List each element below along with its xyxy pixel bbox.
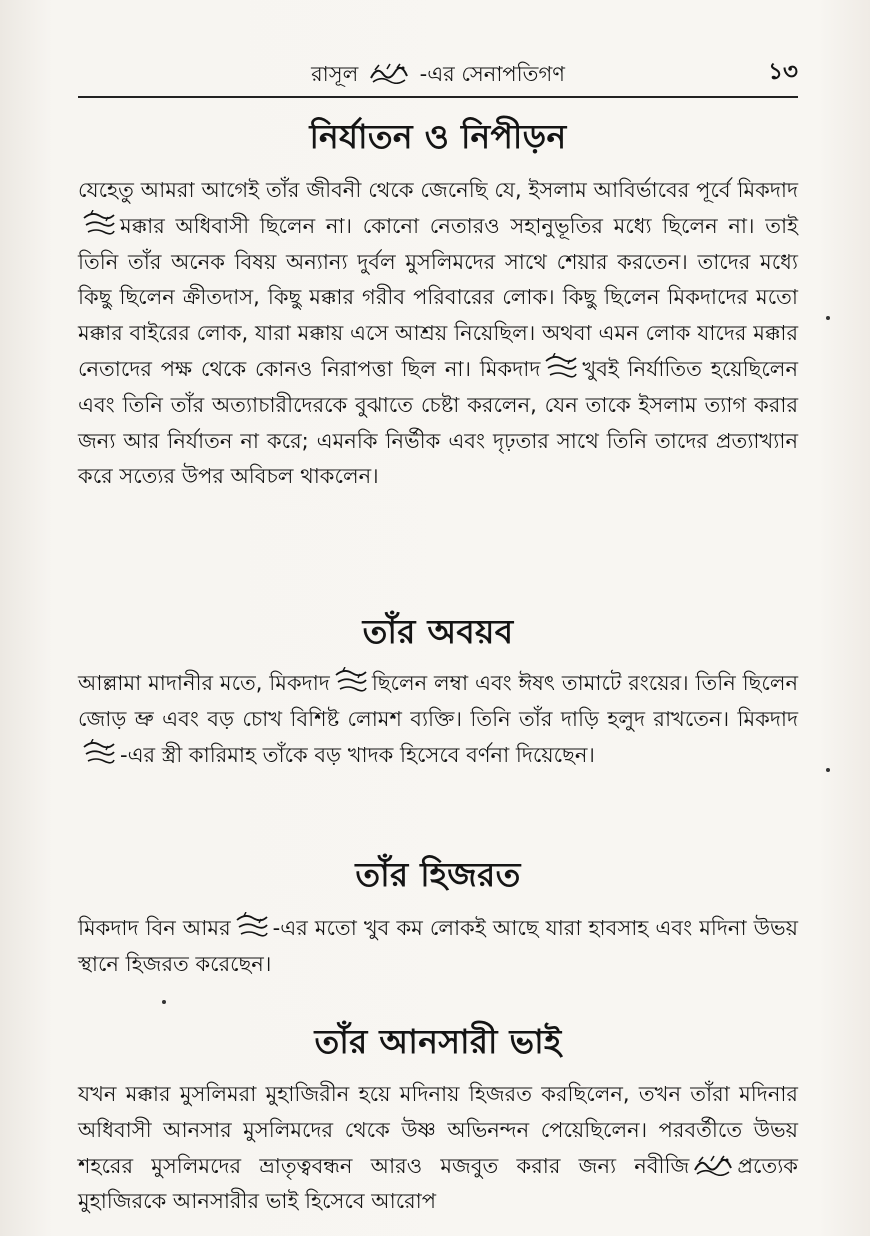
section-heading-persecution: নির্যাতন ও নিপীড়ন — [309, 117, 567, 156]
calligraphic-radiyallahu-icon — [334, 667, 368, 693]
section-paragraph-persecution — [78, 173, 798, 495]
paragraph-text: -এর স্ত্রী কারিমাহ তাঁকে বড় খাদক হিসেবে বর্ণনা দিয়েছেন। — [120, 742, 595, 767]
calligraphic-salutation-icon — [369, 62, 409, 84]
paragraph-text: মক্কার অধিবাসী ছিলেন না। কোনো নেতারও সহানুভূতির মধ্যে ছিলেন না। তাই তিনি তাঁর অনেক বিষয় অন্যান্য দুর্বল মুসলিমদের সাথে শেয়ার করতেন। তাদের মধ্যে কিছু ছিলেন ক্রীতদাস, কিছু মক্কার গরীব পরিবারের লোক। কিছু ছিলেন মিকদাদের মতো মক্কার বাইরের লোক, যারা মক্কায় এসে আশ্রয় নিয়েছিল। অথবা এমন লোক যাদের মক্কার নেতাদের পক্ষ থেকে কোনও নিরাপত্তা ছিল না। মিকদাদ — [78, 213, 798, 381]
section-paragraph-hijrah — [78, 911, 798, 983]
print-speck — [826, 768, 830, 772]
paragraph-text: যেহেতু আমরা আগেই তাঁর জীবনী থেকে জেনেছি যে, ইসলাম আবির্ভাবের পূর্বে মিকদাদ — [78, 178, 798, 202]
calligraphic-radiyallahu-icon — [235, 912, 269, 938]
paragraph-text: ছিলেন লম্বা এবং ঈষৎ তামাটে রংয়ের। তিনি ছিলেন জোড় ভ্রু এবং বড় চোখ বিশিষ্ট লোমশ ব্যক্তি। তিনি তাঁর দাড়ি হলুদ রাখতেন। মিকদাদ — [78, 671, 798, 731]
section-paragraph-appearance — [78, 666, 798, 773]
calligraphic-salutation-icon — [693, 1154, 733, 1176]
running-title-text-start: রাসূল — [311, 62, 359, 86]
print-speck — [162, 1000, 166, 1004]
running-title — [78, 60, 798, 88]
calligraphic-radiyallahu-icon — [82, 739, 116, 765]
print-speck — [826, 316, 830, 320]
calligraphic-radiyallahu-icon — [82, 210, 116, 236]
section-heading-ansari-brother: তাঁর আনসারী ভাই — [314, 1022, 562, 1061]
page-number: ১৩ — [768, 59, 798, 85]
calligraphic-radiyallahu-icon — [544, 353, 578, 379]
paragraph-text: আল্লামা মাদানীর মতে, মিকদাদ — [78, 671, 330, 695]
paragraph-text: যখন মক্কার মুসলিমরা মুহাজিরীন হয়ে মদিনায় হিজরত করছিলেন, তখন তাঁরা মদিনার অধিবাসী আনসার মুসলিমদের থেকে উষ্ণ অভিনন্দন পেয়েছিলেন। পরবর্তীতে উভয় শহরের মুসলিমদের ভ্রাতৃত্ববন্ধন আরও মজবুত করার জন্য নবীজি — [78, 1082, 798, 1178]
paragraph-text: খুবই নির্যাতিত হয়েছিলেন এবং তিনি তাঁর অত্যাচারীদেরকে বুঝাতে চেষ্টা করলেন, যেন তাকে ইসলাম ত্যাগ করার জন্য আর নির্যাতন না করে; এমনকি নির্ভীক এবং দৃঢ়তার সাথে তিনি তাদের প্রত্যাখ্যান করে সত্যের উপর অবিচল থাকলেন। — [78, 356, 798, 489]
running-title-text-end: -এর সেনাপতিগণ — [419, 62, 565, 86]
section-heading-appearance: তাঁর অবয়ব — [362, 612, 514, 651]
paragraph-text: মিকদাদ বিন আমর — [78, 916, 231, 940]
paragraph-text: প্রত্যেক মুহাজিরকে আনসারীর ভাই হিসেবে আরোপ — [78, 1153, 798, 1214]
section-heading-hijrah: তাঁর হিজরত — [355, 855, 521, 894]
page-header — [78, 48, 798, 98]
section-paragraph-ansari-brother — [78, 1077, 798, 1220]
paragraph-text: -এর মতো খুব কম লোকই আছে যারা হাবসাহ এবং মদিনা উভয় স্থানে হিজরত করেছেন। — [78, 916, 798, 976]
